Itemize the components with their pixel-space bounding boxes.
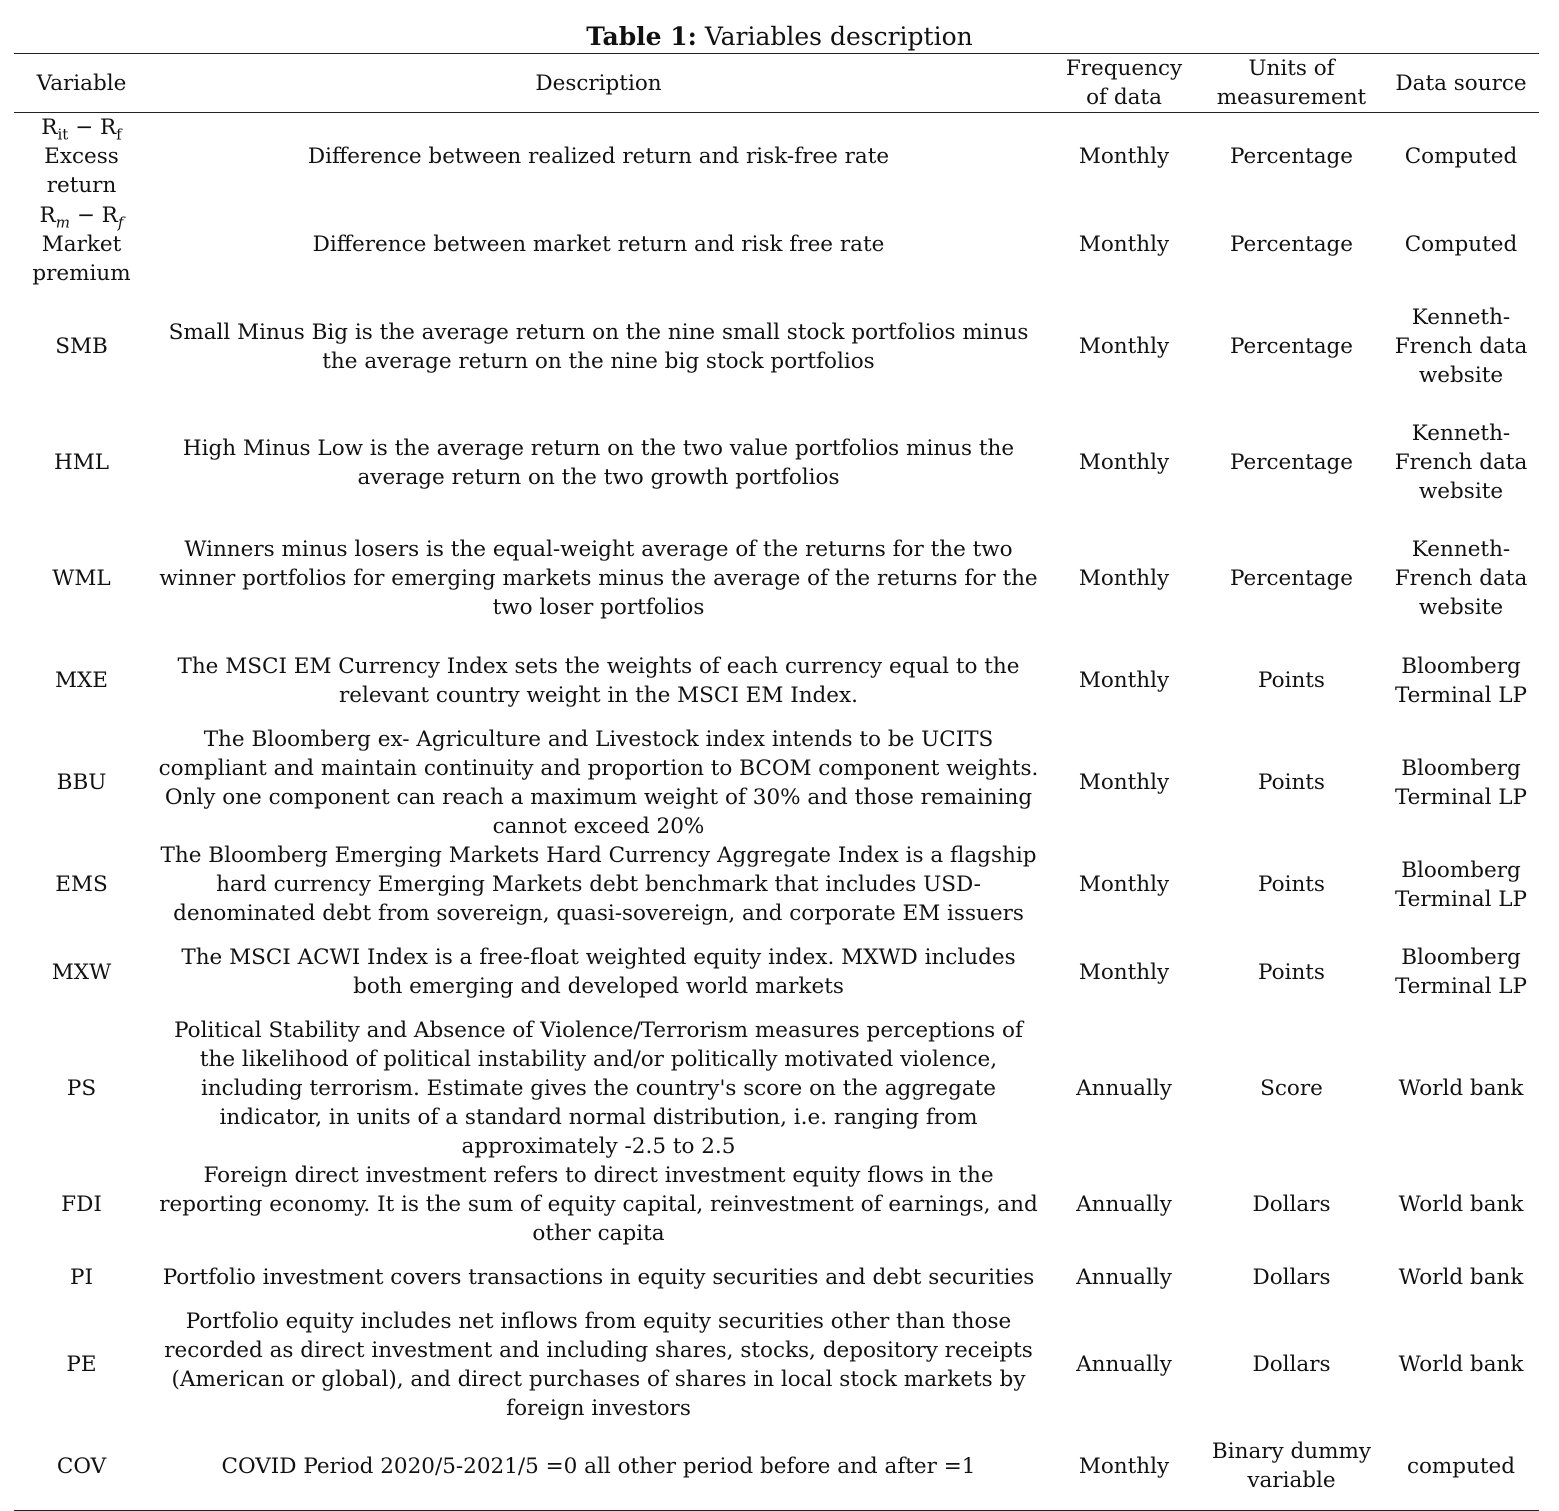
source-cell: World bank xyxy=(1398,1265,1524,1290)
description-cell: Foreign direct investment refers to direct investment equity flows in the reporting economy. It is the sum of equity capital, reinvestment of earnings, and other capita xyxy=(159,1163,1038,1246)
description-cell: Portfolio investment covers transactions in equity securities and debt securities xyxy=(162,1265,1035,1290)
description-cell: The MSCI EM Currency Index sets the weights of each currency equal to the relevant country weight in the MSCI EM Index. xyxy=(177,653,1020,708)
table-row xyxy=(14,929,1539,1016)
units-cell: Points xyxy=(1258,959,1325,985)
units-cell: Points xyxy=(1258,872,1325,897)
table-row xyxy=(14,113,1539,201)
source-cell: computed xyxy=(1383,1423,1539,1511)
units-cell: Percentage xyxy=(1229,144,1354,170)
variable-cell: EMS xyxy=(55,872,108,897)
source-cell: Kenneth-French data website xyxy=(1394,421,1528,504)
source-cell: Bloomberg Terminal LP xyxy=(1394,653,1528,708)
variable-cell xyxy=(14,201,149,289)
frequency-cell: Annually xyxy=(1076,1265,1172,1290)
caption-label: Table 1: xyxy=(586,22,697,51)
variable-cell: MXW xyxy=(51,959,112,985)
units-cell: Points xyxy=(1258,668,1325,693)
description-cell: Winners minus losers is the equal-weight average of the returns for the two winner portfolios for emerging markets minus the average of the returns for the two loser portfolios xyxy=(159,537,1038,620)
header-source: Data source xyxy=(1383,54,1539,113)
frequency-cell: Monthly xyxy=(1048,1423,1200,1511)
table-row xyxy=(14,521,1539,637)
variable-symbol: $R_{it} - R_f$ xyxy=(41,115,122,144)
variable-cell: MXE xyxy=(54,668,108,693)
variable-cell: PS xyxy=(66,1075,97,1101)
source-cell: World bank xyxy=(1398,1075,1524,1101)
table-row xyxy=(14,405,1539,521)
frequency-cell: Monthly xyxy=(1078,450,1170,475)
description-cell: Portfolio equity includes net inflows from equity securities other than those recorded as direct investment and including shares, stocks, depository receipts (American or global), and direct purchases of shares in local stock markets by foreign investors xyxy=(164,1308,1033,1421)
table-body xyxy=(14,113,1539,1511)
units-cell: Score xyxy=(1260,1075,1323,1101)
units-cell: Dollars xyxy=(1252,1352,1331,1377)
variable-name: Excess return xyxy=(44,144,119,199)
description-cell: High Minus Low is the average return on the two value portfolios minus the average return on the two growth portfolios xyxy=(182,435,1015,490)
frequency-cell: Annually xyxy=(1076,1192,1172,1217)
table-header xyxy=(14,54,1539,113)
units-cell: Percentage xyxy=(1229,232,1354,257)
description-cell: Difference between realized return and risk-free rate xyxy=(307,144,890,170)
variable-symbol: $R_m - R_f$ xyxy=(39,203,124,232)
table-row xyxy=(14,1423,1539,1511)
frequency-cell: Monthly xyxy=(1078,232,1170,257)
table-caption xyxy=(0,20,1559,54)
header-units: Units of measurement xyxy=(1200,54,1383,113)
source-cell: Bloomberg Terminal LP xyxy=(1394,755,1528,810)
source-cell: World bank xyxy=(1398,1192,1524,1217)
source-cell: World bank xyxy=(1398,1352,1524,1377)
variable-cell: PI xyxy=(70,1265,93,1290)
units-cell: Binary dummy variable xyxy=(1200,1423,1383,1511)
source-cell: Computed xyxy=(1404,232,1518,257)
description-cell: The MSCI ACWI Index is a free-float weighted equity index. MXWD includes both emerging and developed world markets xyxy=(181,945,1016,999)
caption-text: Variables description xyxy=(704,22,973,51)
frequency-cell: Annually xyxy=(1076,1075,1172,1101)
source-cell: Computed xyxy=(1404,144,1518,170)
units-cell: Dollars xyxy=(1252,1192,1331,1217)
variable-cell: FDI xyxy=(61,1192,102,1217)
units-cell: Percentage xyxy=(1229,450,1354,475)
table-row xyxy=(14,1016,1539,1161)
table-row xyxy=(14,1307,1539,1423)
description-cell: Political Stability and Absence of Violence/Terrorism measures perceptions of the likelihood of political instability and/or politically motivated violence, including terrorism. Estimate gives the country's score on the aggregate indicator, in units of a standard normal distribution, i.e. ranging from approximately -2.5 to 2.5 xyxy=(174,1017,1023,1159)
table-row xyxy=(14,289,1539,405)
description-cell: Small Minus Big is the average return on the nine small stock portfolios minus the average return on the nine big stock portfolios xyxy=(168,319,1029,374)
description-cell: The Bloomberg ex- Agriculture and Livestock index intends to be UCITS compliant and maintain continuity and proportion to BCOM component weights. Only one component can reach a maximum weight of 30% and those remaining cannot exceed 20% xyxy=(158,726,1039,839)
variable-name: Market premium xyxy=(32,232,131,286)
variable-cell: WML xyxy=(52,566,111,591)
variable-cell xyxy=(14,113,149,201)
description-cell: The Bloomberg Emerging Markets Hard Currency Aggregate Index is a flagship hard currency Emerging Markets debt benchmark that includes USD-denominated debt from sovereign, quasi-sovereign, and corporate EM issuers xyxy=(160,843,1037,926)
frequency-cell: Monthly xyxy=(1078,668,1170,693)
header-frequency: Frequency of data xyxy=(1048,54,1200,113)
frequency-cell: Annually xyxy=(1076,1352,1172,1377)
table-row xyxy=(14,637,1539,725)
header-variable: Variable xyxy=(14,54,149,113)
source-cell: Bloomberg Terminal LP xyxy=(1394,945,1528,999)
units-cell: Percentage xyxy=(1229,566,1354,591)
table-row xyxy=(14,725,1539,841)
frequency-cell: Monthly xyxy=(1078,144,1170,170)
variables-table xyxy=(14,53,1539,1511)
source-cell: Bloomberg Terminal LP xyxy=(1394,857,1528,912)
units-cell: Dollars xyxy=(1252,1265,1331,1290)
variable-cell: BBU xyxy=(56,770,107,795)
frequency-cell: Monthly xyxy=(1078,334,1170,359)
variable-cell: COV xyxy=(14,1423,149,1511)
frequency-cell: Monthly xyxy=(1078,872,1170,897)
description-cell: COVID Period 2020/5-2021/5 =0 all other period before and after =1 xyxy=(149,1423,1048,1511)
units-cell: Points xyxy=(1258,770,1325,795)
source-cell: Kenneth-French data website xyxy=(1394,305,1528,388)
header-description: Description xyxy=(149,54,1048,113)
description-cell: Difference between market return and risk free rate xyxy=(312,232,885,257)
table-row xyxy=(14,1249,1539,1307)
header-row xyxy=(14,54,1539,113)
units-cell: Percentage xyxy=(1229,334,1354,359)
source-cell: Kenneth-French data website xyxy=(1394,537,1528,620)
table-row xyxy=(14,1161,1539,1249)
table-row xyxy=(14,841,1539,929)
variable-cell: PE xyxy=(66,1352,97,1377)
frequency-cell: Monthly xyxy=(1078,959,1170,985)
table-row xyxy=(14,201,1539,289)
frequency-cell: Monthly xyxy=(1078,566,1170,591)
frequency-cell: Monthly xyxy=(1078,770,1170,795)
variable-cell: HML xyxy=(53,450,110,475)
variable-cell: SMB xyxy=(55,334,108,359)
